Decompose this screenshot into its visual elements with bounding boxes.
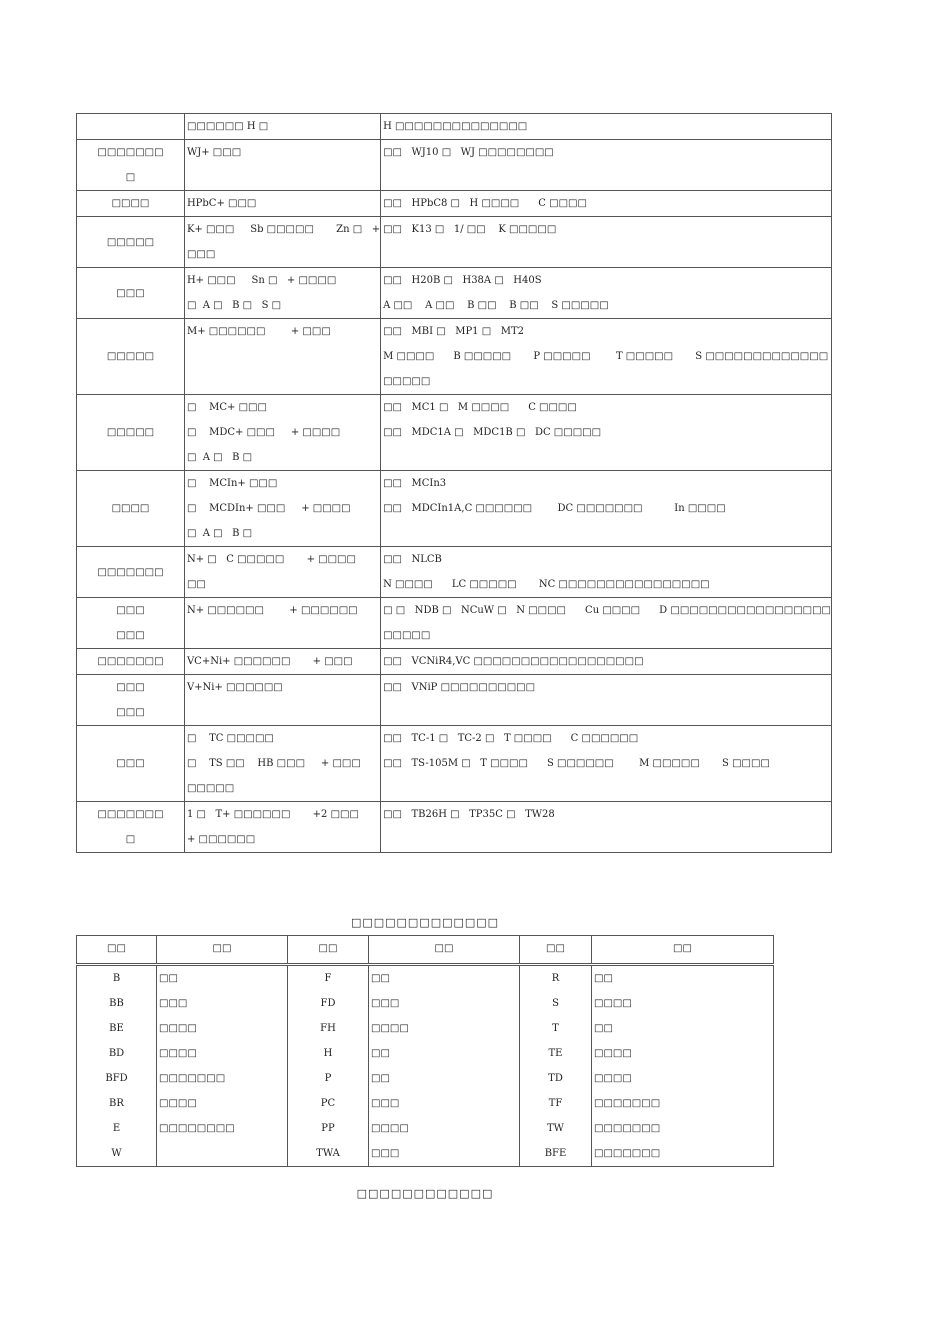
type-name-cell: [77, 140, 185, 191]
table-row: [77, 965, 774, 992]
code-cell: BD: [77, 1041, 157, 1066]
code-cell: BR: [77, 1091, 157, 1116]
example-cell: [381, 191, 832, 217]
cell-line: N+ □ C □□□□□ + □□□□: [186, 554, 356, 565]
cell-line: □□ TB26H □ TP35C □ TW28: [383, 809, 555, 820]
table-row: [77, 598, 832, 649]
example-cell: [381, 114, 832, 140]
code-cell: TD: [520, 1066, 592, 1091]
meaning-cell: □□□□: [369, 1116, 520, 1141]
cell-line: □□ VNiP □□□□□□□□□□: [383, 682, 536, 693]
table-row: [77, 191, 832, 217]
type-name-cell: [77, 547, 185, 598]
model-rule-cell: [184, 649, 380, 675]
column-header: □□: [77, 936, 157, 965]
column-header: □□: [592, 936, 774, 965]
table-row: [77, 140, 832, 191]
example-cell: [381, 217, 832, 268]
table-row: [77, 802, 832, 853]
code-cell: W: [77, 1141, 157, 1167]
cell-line: □ TC □□□□□: [186, 733, 274, 744]
table-row: [77, 268, 832, 319]
cell-line: □□ MDCIn1A,C □□□□□□ DC □□□□□□□ In □□□□: [383, 503, 726, 514]
code-cell: BB: [77, 991, 157, 1016]
cell-line: H+ □□□ Sn □ + □□□□: [186, 275, 337, 286]
cell-line: [185, 700, 380, 725]
battery-type-table: [76, 113, 832, 853]
meaning-cell: □□: [157, 965, 288, 992]
table-row: [77, 471, 832, 547]
code-cell: TWA: [288, 1141, 369, 1167]
model-rule-cell: [184, 191, 380, 217]
meaning-cell: □□□: [369, 1141, 520, 1167]
example-cell: [381, 395, 832, 471]
cell-line: [381, 521, 831, 546]
cell-line: [185, 344, 380, 369]
type-name-cell: [77, 675, 185, 726]
meaning-cell: [157, 1141, 288, 1167]
cell-line: V+Ni+ □□□□□□: [186, 682, 283, 693]
cell-line: □□ NLCB: [383, 554, 442, 565]
type-name-cell: [77, 802, 185, 853]
code-cell: BFD: [77, 1066, 157, 1091]
cell-line: [381, 445, 831, 470]
cell-line: [77, 114, 184, 139]
cell-line: □□ MBI □ MP1 □ MT2: [383, 326, 524, 337]
table3-caption: □□□□□□□□□□□□: [356, 1187, 494, 1200]
example-cell: [381, 547, 832, 598]
meaning-cell: □□□□: [157, 1091, 288, 1116]
cell-line: H □□□□□□□□□□□□□□: [383, 121, 528, 132]
code-cell: BFE: [520, 1141, 592, 1167]
column-header: □□: [520, 936, 592, 965]
cell-line: □□□□□: [383, 630, 431, 641]
code-cell: B: [77, 965, 157, 992]
example-cell: [381, 140, 832, 191]
cell-line: □ TS □□ HB □□□ + □□□: [186, 758, 361, 769]
code-cell: F: [288, 965, 369, 992]
table-row: [77, 319, 832, 395]
cell-line: □ MC+ □□□: [186, 402, 267, 413]
column-header: □□: [157, 936, 288, 965]
cell-line: □□ TC-1 □ TC-2 □ T □□□□ C □□□□□□: [383, 733, 639, 744]
table-row: [77, 1016, 774, 1041]
cell-line: K+ □□□ Sb □□□□□ Zn □ +: [186, 224, 381, 235]
meaning-cell: □□□□□□□: [592, 1091, 774, 1116]
cell-line: □ A □ B □ S □: [186, 300, 282, 311]
code-cell: FH: [288, 1016, 369, 1041]
cell-line: □ A □ B □: [186, 528, 253, 539]
table-row: [77, 1141, 774, 1167]
type-name-cell: [77, 191, 185, 217]
model-rule-cell: [184, 547, 380, 598]
cell-line: □□□□□: [383, 376, 431, 387]
type-name-cell: [77, 598, 185, 649]
cell-line: 1 □ T+ □□□□□□ +2 □□□: [186, 809, 359, 820]
example-cell: [381, 726, 832, 802]
model-rule-cell: [184, 217, 380, 268]
meaning-cell: □□□□: [592, 991, 774, 1016]
code-cell: PP: [288, 1116, 369, 1141]
table-row: [77, 675, 832, 726]
cell-line: □□□: [116, 287, 145, 299]
meaning-cell: □□□: [369, 1091, 520, 1116]
meaning-cell: □□□□: [369, 1016, 520, 1041]
meaning-cell: □□□: [157, 991, 288, 1016]
cell-line: □□□□□□□: [97, 147, 164, 158]
cell-line: □□ VCNiR4,VC □□□□□□□□□□□□□□□□□□: [383, 656, 644, 667]
meaning-cell: □□□□: [592, 1066, 774, 1091]
meaning-cell: □□: [369, 965, 520, 992]
code-abbreviation-table: [76, 935, 774, 1167]
cell-line: [185, 369, 380, 394]
cell-line: □□□□□: [106, 427, 155, 438]
example-cell: [381, 598, 832, 649]
meaning-cell: □□: [369, 1066, 520, 1091]
cell-line: □ MDC+ □□□ + □□□□: [186, 427, 341, 438]
meaning-cell: □□□□□□□: [592, 1116, 774, 1141]
cell-line: [381, 165, 831, 190]
cell-line: WJ+ □□□: [186, 147, 242, 158]
cell-line: □□□□□□□: [97, 809, 164, 820]
type-name-cell: [77, 217, 185, 268]
meaning-cell: □□: [592, 965, 774, 992]
cell-line: [185, 165, 380, 190]
type-name-cell: [77, 114, 185, 140]
cell-line: N □□□□ LC □□□□□ NC □□□□□□□□□□□□□□□□: [383, 579, 710, 590]
code-cell: TE: [520, 1041, 592, 1066]
example-cell: [381, 319, 832, 395]
code-cell: T: [520, 1016, 592, 1041]
cell-line: HPbC+ □□□: [186, 198, 257, 209]
meaning-cell: □□□: [369, 991, 520, 1016]
cell-line: + □□□□□□: [186, 834, 256, 845]
code-cell: E: [77, 1116, 157, 1141]
model-rule-cell: [184, 140, 380, 191]
code-cell: PC: [288, 1091, 369, 1116]
cell-line: N+ □□□□□□ + □□□□□□: [186, 605, 358, 616]
code-cell: TW: [520, 1116, 592, 1141]
code-cell: TF: [520, 1091, 592, 1116]
table-row: [77, 1066, 774, 1091]
table2-caption: □□□□□□□□□□□□□: [350, 916, 500, 929]
cell-line: □□□: [116, 605, 145, 616]
cell-line: □□□: [116, 630, 145, 641]
code-cell: S: [520, 991, 592, 1016]
cell-line: □□□□□: [106, 351, 155, 362]
table-row: [77, 395, 832, 471]
type-name-cell: [77, 649, 185, 675]
model-rule-cell: [184, 395, 380, 471]
meaning-cell: □□: [592, 1016, 774, 1041]
model-rule-cell: [184, 675, 380, 726]
cell-line: □□□: [116, 758, 145, 769]
cell-line: □□□□: [111, 198, 150, 209]
column-header: □□: [288, 936, 369, 965]
table-row: [77, 726, 832, 802]
cell-line: [381, 242, 831, 267]
cell-line: □□: [186, 579, 206, 590]
cell-line: □ MCIn+ □□□: [186, 478, 278, 489]
example-cell: [381, 471, 832, 547]
cell-line: □□ HPbC8 □ H □□□□ C □□□□: [383, 198, 587, 209]
meaning-cell: □□□□: [592, 1041, 774, 1066]
model-rule-cell: [184, 319, 380, 395]
table-row: [77, 649, 832, 675]
cell-line: [381, 776, 831, 801]
meaning-cell: □□□□□□□: [592, 1141, 774, 1167]
model-rule-cell: [184, 802, 380, 853]
cell-line: □□□: [186, 249, 216, 260]
cell-line: [381, 827, 831, 852]
cell-line: □□□□□: [106, 236, 155, 248]
cell-line: □ □ NDB □ NCuW □ N □□□□ Cu □□□□ D □□□□□□□□□□□□□□□□□: [383, 605, 831, 616]
cell-line: □□ WJ10 □ WJ □□□□□□□□: [383, 147, 554, 158]
meaning-cell: □□□□□□□□: [157, 1116, 288, 1141]
code-cell: H: [288, 1041, 369, 1066]
cell-line: □□ MCIn3: [383, 478, 447, 489]
model-rule-cell: [184, 268, 380, 319]
table-row: [77, 991, 774, 1016]
code-cell: FD: [288, 991, 369, 1016]
example-cell: [381, 802, 832, 853]
cell-line: □□□□□□ H □: [186, 121, 269, 132]
code-cell: P: [288, 1066, 369, 1091]
table-row: [77, 547, 832, 598]
cell-line: M+ □□□□□□ + □□□: [186, 326, 331, 337]
cell-line: □ MCDIn+ □□□ + □□□□: [186, 503, 351, 514]
type-name-cell: [77, 395, 185, 471]
cell-line: □□ TS-105M □ T □□□□ S □□□□□□ M □□□□□ S □□□□: [383, 758, 770, 769]
cell-line: A □□ A □□ B □□ B □□ S □□□□□: [383, 300, 609, 311]
table-row: [77, 1091, 774, 1116]
column-header: □□: [369, 936, 520, 965]
type-name-cell: [77, 268, 185, 319]
type-name-cell: [77, 471, 185, 547]
cell-line: □□ MC1 □ M □□□□ C □□□□: [383, 402, 577, 413]
cell-line: M □□□□ B □□□□□ P □□□□□ T □□□□□ S □□□□□□□□□□□□□: [383, 351, 829, 362]
type-name-cell: [77, 726, 185, 802]
example-cell: [381, 268, 832, 319]
meaning-cell: □□□□: [157, 1016, 288, 1041]
meaning-cell: □□: [369, 1041, 520, 1066]
type-name-cell: [77, 319, 185, 395]
table-row: [77, 114, 832, 140]
table-row: [77, 1041, 774, 1066]
cell-line: □□□: [116, 707, 145, 718]
cell-line: [185, 623, 380, 648]
cell-line: VC+Ni+ □□□□□□ + □□□: [186, 656, 353, 667]
table-row: [77, 217, 832, 268]
cell-line: □□ K13 □ 1/ □□ K □□□□□: [383, 224, 557, 235]
cell-line: □: [125, 172, 136, 183]
table-row: [77, 1116, 774, 1141]
cell-line: □□□□: [111, 503, 150, 514]
meaning-cell: □□□□□□□: [157, 1066, 288, 1091]
cell-line: □□ MDC1A □ MDC1B □ DC □□□□□: [383, 427, 602, 438]
example-cell: [381, 675, 832, 726]
cell-line: □□□□□: [186, 783, 235, 794]
cell-line: □□□□□□□: [97, 566, 164, 578]
model-rule-cell: [184, 598, 380, 649]
cell-line: □: [125, 834, 136, 845]
code-cell: BE: [77, 1016, 157, 1041]
cell-line: [381, 700, 831, 725]
cell-line: □□□: [116, 682, 145, 693]
cell-line: □□□□□□□: [97, 656, 164, 667]
cell-line: □□ H20B □ H38A □ H40S: [383, 275, 542, 286]
code-cell: R: [520, 965, 592, 992]
model-rule-cell: [184, 114, 380, 140]
meaning-cell: □□□□: [157, 1041, 288, 1066]
model-rule-cell: [184, 471, 380, 547]
example-cell: [381, 649, 832, 675]
model-rule-cell: [184, 726, 380, 802]
cell-line: □ A □ B □: [186, 452, 253, 463]
